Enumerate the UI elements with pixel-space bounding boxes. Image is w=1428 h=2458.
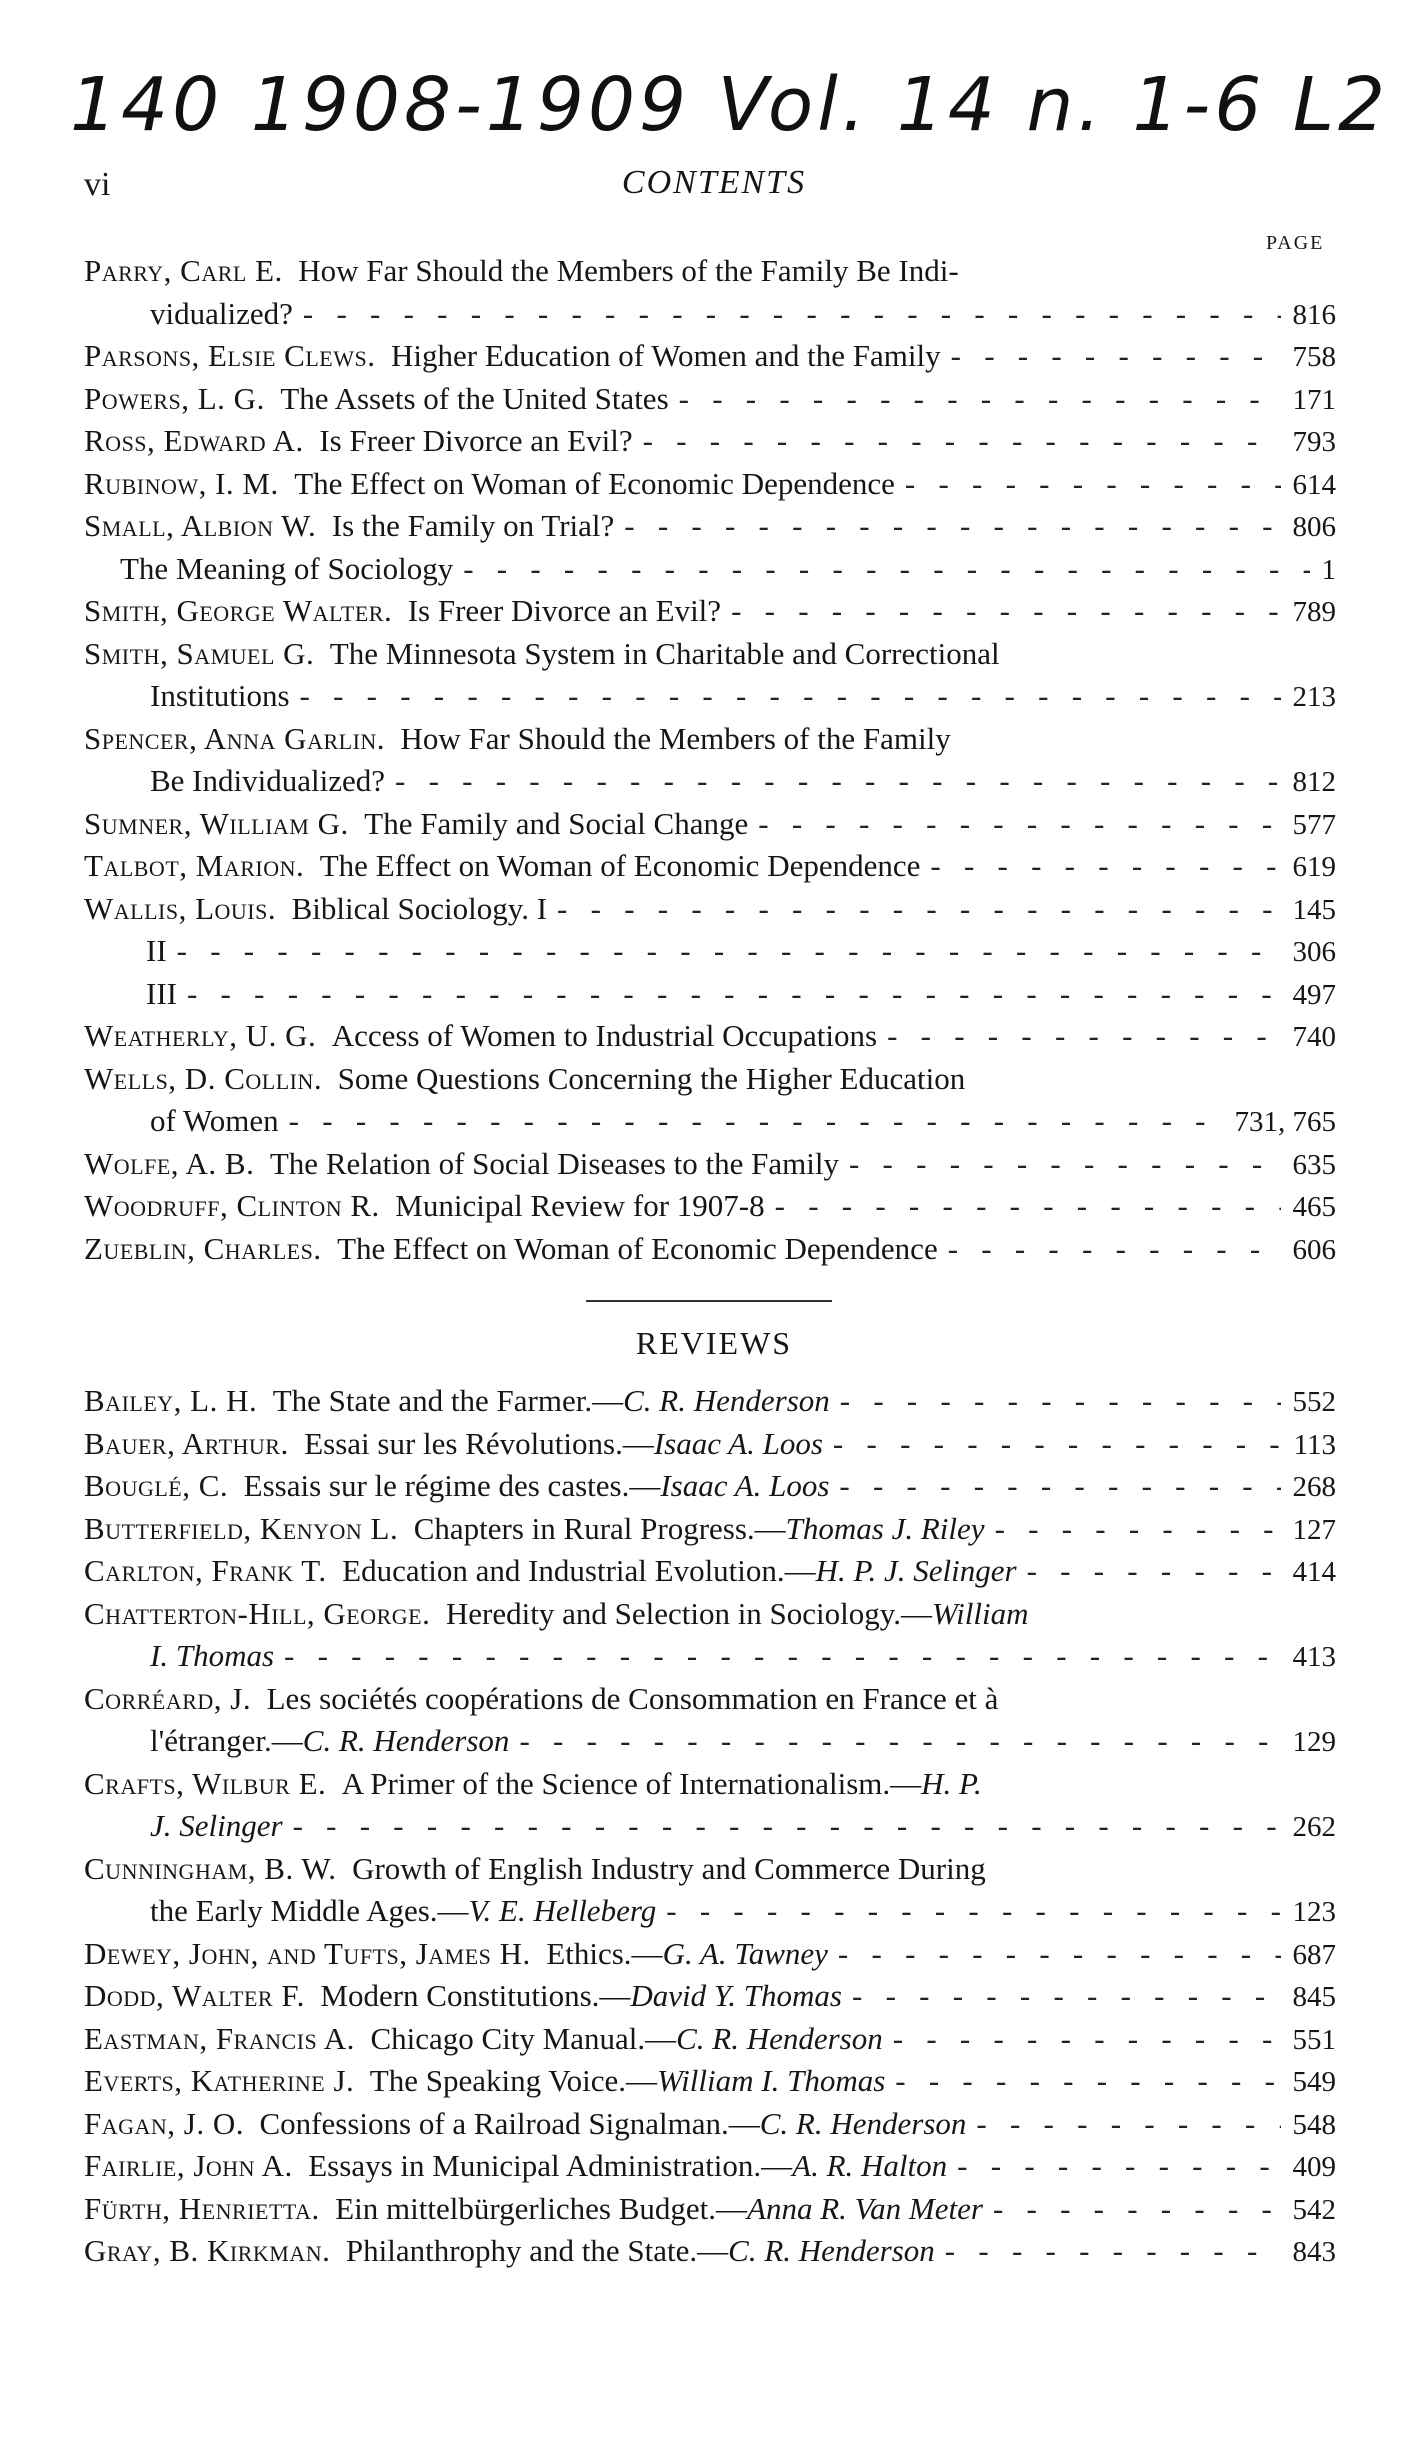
dot-leaders: [453, 548, 1309, 591]
entry-author: Fairlie, John A.: [84, 2148, 293, 2183]
dot-leaders: [385, 760, 1281, 803]
contents-entry: [84, 973, 1336, 1016]
review-entry: [84, 1423, 1336, 1466]
entry-page-number: 497: [1292, 978, 1336, 1011]
review-entry: [84, 1975, 1336, 2018]
entry-author: Parsons, Elsie Clews.: [84, 338, 376, 373]
contents-entry: [84, 335, 1336, 378]
entry-author: Butterfield, Kenyon L.: [84, 1510, 399, 1546]
entry-title: Is Freer Divorce an Evil?: [319, 423, 633, 458]
entry-reviewer: David Y. Thomas: [630, 1978, 842, 2013]
entry-title: Higher Education of Women and the Family: [390, 338, 941, 373]
dot-leaders: [885, 2060, 1280, 2103]
entry-author: Smith, George Walter.: [84, 593, 393, 628]
running-head: CONTENTS: [621, 164, 807, 201]
entry-title: The Family and Social Change: [364, 805, 749, 841]
entry-author: Wolfe, A. B.: [84, 1145, 255, 1181]
review-entry: [84, 2103, 1336, 2146]
entry-title: Access of Women to Industrial Occupations: [331, 1018, 878, 1053]
dot-leaders: [765, 1185, 1281, 1228]
dot-leaders: [839, 1143, 1281, 1186]
contents-entry: [84, 1100, 1336, 1143]
entry-page-number: 213: [1292, 681, 1336, 713]
contents-list: [84, 250, 1336, 1270]
entry-title: The State and the Farmer.—: [272, 1383, 624, 1418]
entry-title: the Early Middle Ages.—: [150, 1893, 469, 1928]
entry-title: Essays in Municipal Administration.—: [308, 2148, 793, 2183]
dot-leaders: [985, 1508, 1281, 1551]
dot-leaders: [614, 505, 1280, 548]
entry-author: Parry, Carl E.: [84, 253, 283, 288]
dot-leaders: [177, 973, 1281, 1016]
dot-leaders: [823, 1423, 1282, 1466]
entry-title: The Speaking Voice.—: [369, 2063, 658, 2098]
entry-title: Ethics.—: [546, 1935, 663, 1971]
entry-title: How Far Should the Members of the Family Be Indi-: [298, 253, 959, 288]
entry-reviewer: William I. Thomas: [657, 2063, 886, 2098]
entry-reviewer: William: [932, 1595, 1029, 1631]
entry-author: Wells, D. Collin.: [84, 1060, 323, 1096]
contents-entry: [84, 930, 1336, 973]
dot-leaders: [279, 1100, 1223, 1143]
entry-title: Les sociétés coopérations de Consommation en France et à: [266, 1680, 999, 1716]
entry-title: The Relation of Social Diseases to the Family: [269, 1145, 839, 1181]
entry-title: of Women: [150, 1103, 279, 1138]
contents-entry: [84, 463, 1336, 506]
review-entry: [84, 1805, 1336, 1848]
review-entry: [84, 1550, 1336, 1593]
entry-page-number: 551: [1292, 2023, 1336, 2056]
entry-reviewer: C. R. Henderson: [676, 2020, 883, 2056]
dot-leaders: [274, 1635, 1280, 1678]
entry-title: Chicago City Manual.—: [370, 2020, 677, 2056]
entry-author: Rubinow, I. M.: [84, 465, 279, 501]
entry-page-number: 171: [1292, 383, 1336, 416]
entry-author: Gray, B. Kirkman.: [84, 2233, 331, 2268]
dot-leaders: [748, 803, 1280, 846]
entry-title: The Effect on Woman of Economic Dependence: [319, 848, 921, 883]
dot-leaders: [283, 1805, 1281, 1848]
entry-title: The Meaning of Sociology: [120, 550, 454, 586]
dot-leaders: [830, 1380, 1281, 1423]
entry-author: Eastman, Francis A.: [84, 2020, 355, 2056]
entry-author: Fagan, J. O.: [84, 2105, 244, 2141]
dot-leaders: [947, 2145, 1280, 2188]
entry-page-number: 552: [1292, 1386, 1336, 1418]
entry-title: Essai sur les Révolutions.—: [304, 1425, 654, 1461]
entry-title: vidualized?: [150, 295, 293, 331]
entry-page-number: 806: [1292, 511, 1336, 543]
entry-page-number: 414: [1292, 1556, 1336, 1588]
entry-title: Essais sur le régime des castes.—: [243, 1468, 661, 1503]
entry-author: Everts, Katherine J.: [84, 2063, 355, 2098]
entry-reviewer: C. R. Henderson: [302, 1723, 510, 1758]
entry-page-number: 577: [1292, 808, 1336, 841]
review-entry: [84, 1933, 1336, 1976]
contents-entry: [84, 505, 1336, 548]
entry-title: Chapters in Rural Progress.—: [413, 1510, 786, 1546]
handwritten-shelf-note: 140 1908-1909 Vol. 14 n. 1-6 L2: [70, 62, 1390, 148]
entry-page-number: 812: [1292, 766, 1336, 798]
entry-author: Woodruff, Clinton R.: [84, 1188, 380, 1223]
entry-reviewer: I. Thomas: [150, 1638, 275, 1673]
contents-entry: [84, 250, 1336, 293]
entry-reviewer: A. R. Halton: [792, 2148, 948, 2183]
entry-author: Bailey, L. H.: [84, 1383, 258, 1418]
dot-leaders: [842, 1975, 1281, 2018]
entry-page-number: 1: [1321, 553, 1336, 586]
reviews-list: [84, 1380, 1336, 2273]
dot-leaders: [883, 2018, 1281, 2061]
entry-reviewer: H. P. J. Selinger: [815, 1553, 1017, 1588]
review-entry: [84, 2145, 1336, 2188]
entry-title: Institutions: [150, 678, 290, 713]
entry-reviewer: C. R. Henderson: [759, 2105, 967, 2141]
contents-entry: [84, 803, 1336, 846]
entry-page-number: 123: [1292, 1896, 1336, 1928]
review-entry: [84, 2060, 1336, 2103]
entry-page-number: 789: [1292, 596, 1336, 628]
entry-title: Education and Industrial Evolution.—: [342, 1553, 816, 1588]
contents-entry: [84, 420, 1336, 463]
contents-entry: [84, 888, 1336, 931]
entry-author: Small, Albion W.: [84, 508, 317, 543]
entry-page-number: 413: [1292, 1641, 1336, 1673]
review-entry: [84, 1593, 1336, 1636]
entry-reviewer: J. Selinger: [150, 1808, 283, 1843]
contents-entry: [84, 633, 1336, 676]
entry-page-number: 129: [1292, 1726, 1336, 1758]
review-entry: [84, 1848, 1336, 1891]
entry-author: Ross, Edward A.: [84, 423, 304, 458]
dot-leaders: [547, 888, 1280, 931]
entry-title: The Minnesota System in Charitable and Correctional: [329, 635, 1000, 671]
reviews-heading: REVIEWS: [635, 1325, 793, 1361]
contents-entry: [84, 845, 1336, 888]
entry-title: Ein mittelbürgerliches Budget.—: [335, 2190, 748, 2226]
entry-page-number: 113: [1293, 1428, 1336, 1461]
entry-page-number: 409: [1292, 2151, 1336, 2183]
entry-title: Philanthrophy and the State.—: [345, 2233, 729, 2268]
review-entry: [84, 1380, 1336, 1423]
entry-reviewer: V. E. Helleberg: [468, 1893, 657, 1928]
review-entry: [84, 1635, 1336, 1678]
entry-author: Spencer, Anna Garlin.: [84, 720, 386, 756]
entry-page-number: 306: [1292, 936, 1336, 968]
entry-author: Talbot, Marion.: [84, 848, 305, 883]
entry-title: Confessions of a Railroad Signalman.—: [259, 2105, 760, 2141]
entry-reviewer: Thomas J. Riley: [785, 1510, 985, 1546]
contents-entry: [84, 548, 1336, 591]
review-entry: [84, 1720, 1336, 1763]
entry-author: Dewey, John, and Tufts, James H.: [84, 1935, 531, 1971]
entry-page-number: 542: [1292, 2193, 1336, 2226]
entry-reviewer: Isaac A. Loos: [653, 1425, 823, 1461]
entry-page-number: 635: [1292, 1148, 1336, 1181]
entry-page-number: 465: [1292, 1191, 1336, 1223]
dot-leaders: [721, 590, 1280, 633]
entry-page-number: 845: [1292, 1981, 1336, 2013]
entry-reviewer: C. R. Henderson: [728, 2233, 935, 2268]
entry-reviewer: H. P.: [921, 1765, 982, 1801]
entry-title: l'étranger.—: [150, 1723, 303, 1758]
entry-author: Corréard, J.: [84, 1680, 252, 1716]
entry-author: Fürth, Henrietta.: [84, 2190, 320, 2226]
dot-leaders: [938, 1228, 1281, 1271]
entry-author: Chatterton-Hill, George.: [84, 1595, 431, 1631]
review-entry: [84, 1678, 1336, 1721]
entry-page-number: 793: [1292, 426, 1336, 458]
entry-title: A Primer of the Science of Internationalism.—: [341, 1765, 922, 1801]
dot-leaders: [828, 1933, 1281, 1976]
contents-entry: [84, 1185, 1336, 1228]
dot-leaders: [656, 1890, 1280, 1933]
entry-page-number: 549: [1292, 2066, 1336, 2098]
dot-leaders: [966, 2103, 1280, 2146]
entry-author: Carlton, Frank T.: [84, 1553, 327, 1588]
review-entry: [84, 1763, 1336, 1806]
entry-author: Powers, L. G.: [84, 380, 265, 416]
contents-entry: [84, 1058, 1336, 1101]
dot-leaders: [941, 335, 1281, 378]
contents-entry: [84, 1015, 1336, 1058]
review-entry: [84, 2018, 1336, 2061]
contents-entry: [84, 590, 1336, 633]
page-folio: vi: [84, 166, 111, 203]
entry-reviewer: Isaac A. Loos: [660, 1468, 830, 1503]
dot-leaders: [877, 1015, 1280, 1058]
dot-leaders: [920, 845, 1280, 888]
entry-title: Heredity and Selection in Sociology.—: [445, 1595, 933, 1631]
entry-page-number: 606: [1292, 1233, 1336, 1266]
entry-title: Some Questions Concerning the Higher Education: [337, 1060, 966, 1096]
entry-title: Municipal Review for 1907-8: [395, 1188, 765, 1223]
contents-entry: [84, 718, 1336, 761]
entry-title: Modern Constitutions.—: [320, 1978, 631, 2013]
entry-page-number: 687: [1292, 1938, 1336, 1971]
dot-leaders: [829, 1465, 1280, 1508]
entry-author: Zueblin, Charles.: [84, 1230, 322, 1266]
entry-page-number: 268: [1292, 1471, 1336, 1503]
entry-author: Sumner, William G.: [84, 805, 349, 841]
entry-title: II: [146, 933, 167, 968]
entry-author: Bouglé, C.: [84, 1468, 229, 1503]
entry-author: Weatherly, U. G.: [84, 1018, 317, 1053]
entry-author: Bauer, Arthur.: [84, 1425, 289, 1461]
dot-leaders: [983, 2188, 1281, 2231]
dot-leaders: [935, 2230, 1281, 2273]
entry-reviewer: Anna R. Van Meter: [747, 2190, 983, 2226]
contents-entry: [84, 378, 1336, 421]
entry-title: Growth of English Industry and Commerce During: [352, 1850, 986, 1886]
entry-page-number: 262: [1292, 1811, 1336, 1843]
review-entry: [84, 1508, 1336, 1551]
entry-author: Smith, Samuel G.: [84, 635, 315, 671]
entry-title: Biblical Sociology. I: [291, 890, 548, 926]
dot-leaders: [1017, 1550, 1281, 1593]
entry-title: How Far Should the Members of the Family: [400, 720, 951, 756]
contents-entry: [84, 1228, 1336, 1271]
entry-page-number: 843: [1292, 2236, 1336, 2268]
entry-title: The Effect on Woman of Economic Dependence: [337, 1230, 938, 1266]
entry-page-number: 731, 765: [1234, 1106, 1336, 1138]
section-divider: [586, 1300, 832, 1302]
entry-title: Is the Family on Trial?: [331, 508, 615, 543]
dot-leaders: [669, 378, 1281, 421]
entry-page-number: 816: [1292, 298, 1336, 331]
entry-title: The Assets of the United States: [280, 380, 669, 416]
entry-reviewer: C. R. Henderson: [623, 1383, 830, 1418]
entry-page-number: 145: [1292, 893, 1336, 926]
dot-leaders: [633, 420, 1281, 463]
dot-leaders: [293, 293, 1281, 336]
entry-page-number: 740: [1292, 1021, 1336, 1053]
entry-title: Be Individualized?: [150, 763, 385, 798]
entry-reviewer: G. A. Tawney: [662, 1935, 828, 1971]
contents-entry: [84, 675, 1336, 718]
entry-author: Dodd, Walter F.: [84, 1978, 305, 2013]
contents-entry: [84, 760, 1336, 803]
review-entry: [84, 1465, 1336, 1508]
review-entry: [84, 2188, 1336, 2231]
entry-page-number: 619: [1292, 851, 1336, 883]
entry-page-number: 127: [1292, 1513, 1336, 1546]
entry-title: Is Freer Divorce an Evil?: [407, 593, 722, 628]
entry-author: Crafts, Wilbur E.: [84, 1765, 327, 1801]
dot-leaders: [290, 675, 1281, 718]
entry-author: Cunningham, B. W.: [84, 1850, 337, 1886]
entry-page-number: 758: [1292, 341, 1336, 373]
entry-title: III: [146, 975, 177, 1011]
dot-leaders: [509, 1720, 1280, 1763]
page-column-label: PAGE: [1266, 232, 1325, 254]
entry-page-number: 548: [1292, 2108, 1336, 2141]
dot-leaders: [167, 930, 1281, 973]
dot-leaders: [895, 463, 1281, 506]
review-entry: [84, 2230, 1336, 2273]
review-entry: [84, 1890, 1336, 1933]
entry-title: The Effect on Woman of Economic Dependence: [294, 465, 895, 501]
contents-entry: [84, 1143, 1336, 1186]
entry-page-number: 614: [1292, 468, 1336, 501]
entry-author: Wallis, Louis.: [84, 890, 277, 926]
contents-entry: [84, 293, 1336, 336]
